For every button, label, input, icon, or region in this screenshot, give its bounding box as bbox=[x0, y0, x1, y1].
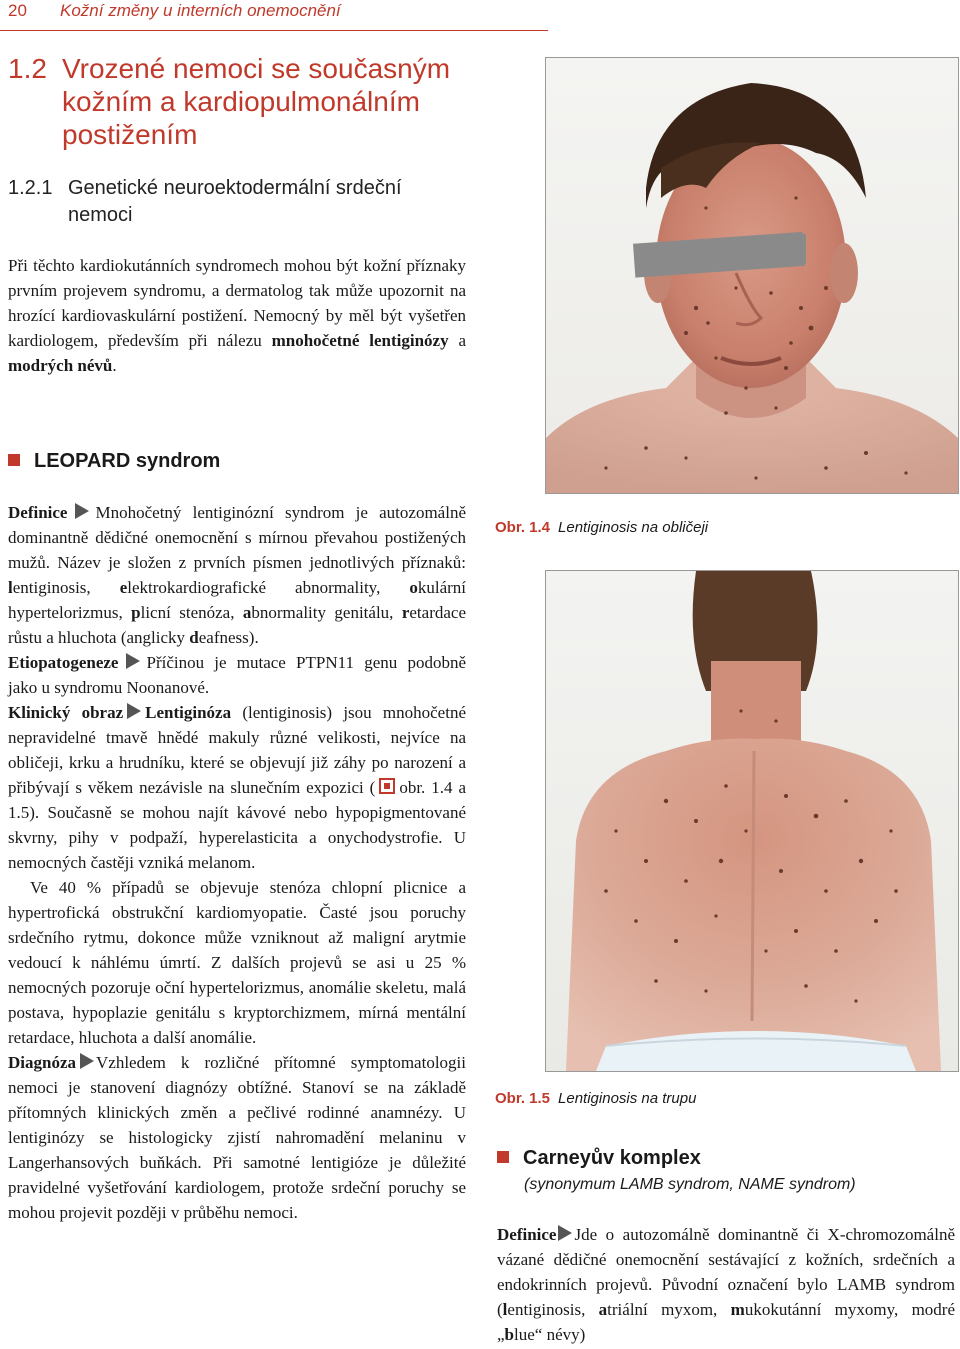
carney-heading-text: Carneyův komplex bbox=[523, 1147, 701, 1169]
carney-text: Jde o autozomálně dominantně či X-chromozomálně vázané dědičné onemocnění sestávající z kožních, srdečních a endokrinních projevů. Původní označení bylo LAMB syndrom ( bbox=[497, 1225, 955, 1319]
intro-text: Při těchto kardiokutánních syndromech mohou být kožní příznaky prvním projevem syndromu, a dermatolog tak může upozornit na hrozící kardiovaskulární postižení. Nemocný by měl být vyšetřen kardiologem, především při nálezu bbox=[8, 256, 466, 350]
definition-text: Mnohočetný lentiginózní syndrom je autozomálně dominantně dědičné onemocnění s mírnou převahou postižených mužů. Název je složen z prvních písmen jednotlivých příznaků: bbox=[8, 503, 466, 572]
acronym-word: lue“ névy) bbox=[514, 1325, 586, 1344]
arrow-right-icon bbox=[558, 1225, 572, 1241]
leopard-heading-text: LEOPARD syndrom bbox=[34, 450, 221, 472]
acronym-letter: e bbox=[119, 578, 128, 597]
etiopathogenesis-label: Etiopatogeneze bbox=[8, 653, 119, 672]
clinical-text: ). Současně se mohou najít kávové nebo hypopigmentované skvrny, pihy v podpaží, hyperelasticita a onychodystrofie. U nemocných častěji vzniká melanom. bbox=[8, 803, 466, 872]
section-number: 1.2 bbox=[8, 53, 47, 84]
running-header: Kožní změny u interních onemocnění bbox=[60, 1, 341, 20]
bullet-square-icon bbox=[497, 1151, 509, 1163]
figure-1-4-caption bbox=[495, 519, 708, 536]
bullet-square-icon bbox=[8, 454, 20, 466]
acronym-letter: l bbox=[502, 1300, 508, 1319]
figure-1-4-photo bbox=[545, 57, 959, 494]
acronym-word: bnormality genitálu, bbox=[251, 603, 402, 622]
arrow-right-icon bbox=[127, 703, 141, 719]
acronym-word: lektrokardiografické abnormality, bbox=[127, 578, 410, 597]
leopard-paragraph-2: Ve 40 % případů se objevuje stenóza chlopní plicnice a hypertrofická obstrukční kardiomyopatie. Časté jsou poruchy srdečního rytmu, dokonce může vzniknout až maligní arytmie vedoucí k náhlému úmrtí. Z dalších projevů se asi u 25 % nemocných pozoruje oční hypertelorizmus, anomálie skeletu, malá postava, hypoplazie genitálu s kryptorchizmem, mírná mentální retardace, hluchota a další anomálie. bbox=[8, 878, 466, 1047]
leopard-clinical bbox=[8, 700, 466, 875]
face-photo-illustration bbox=[546, 58, 958, 493]
leopard-etiopathogenesis bbox=[8, 650, 466, 700]
carney-heading bbox=[497, 1147, 701, 1170]
acronym-letter: d bbox=[189, 628, 199, 647]
page-number: 20 bbox=[8, 1, 27, 20]
acronym-letter: p bbox=[131, 603, 141, 622]
figure-caption-text: Lentiginosis na trupu bbox=[558, 1090, 697, 1107]
leopard-definition bbox=[8, 500, 466, 650]
figure-reference-link[interactable]: obr. 1.4 a 1.5 bbox=[8, 778, 466, 822]
acronym-text bbox=[8, 578, 466, 647]
acronym-letter: l bbox=[8, 578, 13, 597]
acronym-word: entiginosis, bbox=[507, 1300, 599, 1319]
clinical-label: Klinický obraz bbox=[8, 703, 124, 722]
acronym-word: kulární hypertelorizmus, bbox=[8, 578, 466, 622]
leopard-heading bbox=[8, 450, 220, 473]
back-photo-illustration bbox=[546, 571, 958, 1071]
figure-1-5-photo bbox=[545, 570, 959, 1072]
clinical-bold: Lentiginóza bbox=[145, 703, 232, 722]
subsection-title: Genetické neuroektodermální srdeční nemoci bbox=[68, 177, 402, 226]
section-title: Vrozené nemoci se současným kožním a kardiopulmonálním postižením bbox=[62, 53, 451, 150]
section-heading bbox=[8, 52, 522, 151]
intro-bold-blue-nevi: modrých névů bbox=[8, 356, 113, 375]
header-rule bbox=[0, 30, 548, 31]
arrow-right-icon bbox=[126, 653, 140, 669]
carney-definition bbox=[497, 1222, 955, 1347]
leopard-diagnosis bbox=[8, 1050, 466, 1225]
intro-paragraph bbox=[8, 253, 466, 378]
intro-text: a bbox=[448, 331, 466, 350]
acronym-word: eafness). bbox=[198, 628, 259, 647]
acronym-word: licní stenóza, bbox=[140, 603, 243, 622]
acronym-letter: m bbox=[730, 1300, 745, 1319]
figure-reference-icon[interactable] bbox=[379, 778, 395, 794]
figure-caption-text: Lentiginosis na obličeji bbox=[558, 519, 709, 536]
acronym-word: triální myxom, bbox=[607, 1300, 731, 1319]
acronym-letter: r bbox=[401, 603, 410, 622]
definition-label: Definice bbox=[497, 1225, 557, 1244]
etiopathogenesis-text: Příčinou je mutace PTPN11 genu podobně jako u syndromu Noonanové. bbox=[8, 653, 466, 697]
acronym-letter: b bbox=[504, 1325, 515, 1344]
definition-label: Definice bbox=[8, 503, 68, 522]
diagnosis-label: Diagnóza bbox=[8, 1053, 76, 1072]
subsection-heading bbox=[8, 175, 468, 229]
arrow-right-icon bbox=[80, 1053, 94, 1069]
intro-text: . bbox=[112, 356, 117, 375]
clinical-text: (lentiginosis) jsou mnohočetné nepravidelné tmavě hnědé makuly různé velikosti, nejvíce na obličeji, krku a hrudníku, které se objevují již záhy po narození a přibývají s věkem nezávisle na slunečním expozici ( bbox=[8, 703, 466, 797]
acronym-letter: o bbox=[409, 578, 418, 597]
diagnosis-text: Vzhledem k rozličné přítomné symptomatologii nemoci je stanovení diagnózy obtížné. Stanoví se na základě přítomných klinických změn a pečlivé rodinné anamnézy. U lentiginózy se histologicky zjistí nahromadění melaninu v Langerhansových buňkách. Při samotné lentigióze je důležité pravidelné vyšetřování kardiologem, protože srdeční poruchy se mohou projevit později v průběhu nemoci. bbox=[8, 1053, 466, 1222]
acronym-word: etardace růstu a hluchota (anglicky bbox=[8, 603, 467, 647]
acronym-word: ukokutánní myxomy, modré „ bbox=[497, 1300, 956, 1344]
figure-label: Obr. 1.5 bbox=[495, 1090, 551, 1107]
figure-1-5-caption bbox=[495, 1090, 696, 1107]
figure-label: Obr. 1.4 bbox=[495, 519, 551, 536]
leopard-body bbox=[8, 500, 466, 1225]
acronym-text bbox=[497, 1300, 955, 1344]
subsection-number: 1.2.1 bbox=[8, 177, 53, 199]
acronym-letter: a bbox=[598, 1300, 608, 1319]
acronym-letter: a bbox=[242, 603, 252, 622]
acronym-word: entiginosis, bbox=[12, 578, 120, 597]
intro-bold-lentiginosis: mnohočetné lentiginózy bbox=[271, 331, 449, 350]
arrow-right-icon bbox=[75, 503, 89, 519]
carney-subtitle: (synonymum LAMB syndrom, NAME syndrom) bbox=[524, 1176, 856, 1193]
